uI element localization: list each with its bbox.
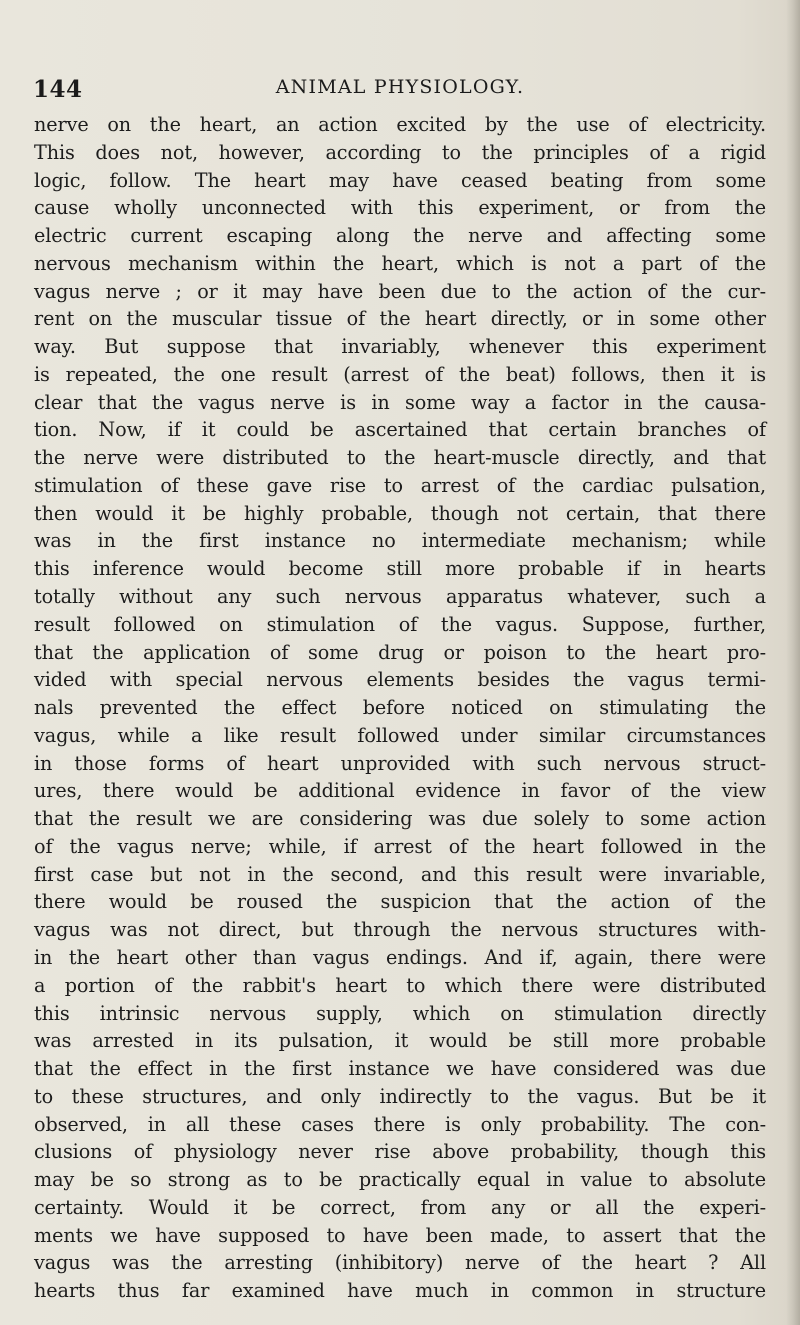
body-text	[34, 111, 766, 1305]
text-line: was in the first instance no intermediate mechanism; while	[34, 529, 766, 553]
text-line: ures, there would be additional evidence in favor of the view	[34, 779, 766, 803]
text-line: observed, in all these cases there is only probability. The con-	[34, 1112, 766, 1136]
text-line: nervous mechanism within the heart, which is not a part of the	[34, 251, 766, 275]
text-line: then would it be highly probable, though not certain, that there	[34, 501, 766, 525]
running-head: ANIMAL PHYSIOLOGY.	[275, 76, 525, 98]
text-line: certainty. Would it be correct, from any or all the experi-	[34, 1195, 766, 1219]
text-line: way. But suppose that invariably, whenever this experiment	[34, 335, 766, 359]
text-line: nerve on the heart, an action excited by the use of electricity.	[34, 113, 766, 136]
text-line: that the effect in the first instance we have considered was due	[34, 1057, 766, 1081]
text-line: a portion of the rabbit's heart to which there were distributed	[34, 973, 766, 997]
text-line: that the result we are considering was due solely to some action	[34, 807, 766, 831]
text-line: vagus was the arresting (inhibitory) nerve of the heart ? All	[34, 1251, 766, 1275]
text-line: stimulation of these gave rise to arrest of the cardiac pulsation,	[34, 473, 766, 497]
text-line: totally without any such nervous apparatus whatever, such a	[34, 585, 766, 609]
text-line: cause wholly unconnected with this experiment, or from the	[34, 196, 766, 220]
text-line: electric current escaping along the nerve and affecting some	[34, 224, 766, 248]
text-line: was arrested in its pulsation, it would be still more probable	[34, 1029, 766, 1053]
text-line: tion. Now, if it could be ascertained that certain branches of	[34, 418, 766, 442]
text-line: in the heart other than vagus endings. And if, again, there were	[34, 945, 766, 969]
text-line: vagus nerve ; or it may have been due to the action of the cur-	[34, 279, 766, 303]
text-line: result followed on stimulation of the vagus. Suppose, further,	[34, 612, 766, 636]
text-line: clusions of physiology never rise above probability, though this	[34, 1140, 766, 1164]
page-edge-shadow	[786, 0, 800, 1325]
text-line: vagus was not direct, but through the nervous structures with-	[34, 918, 766, 942]
text-line: this inference would become still more probable if in hearts	[34, 557, 766, 581]
text-line: in those forms of heart unprovided with such nervous struct-	[34, 751, 766, 775]
text-line: there would be roused the suspicion that the action of the	[34, 890, 766, 914]
page-header	[30, 70, 770, 110]
text-line: nals prevented the effect before noticed on stimulating the	[34, 696, 766, 720]
text-line: vided with special nervous elements besides the vagus termi-	[34, 668, 766, 692]
text-line: clear that the vagus nerve is in some way a factor in the causa-	[34, 390, 766, 414]
text-line: This does not, however, according to the principles of a rigid	[34, 140, 766, 164]
text-line: rent on the muscular tissue of the heart directly, or in some other	[34, 307, 766, 331]
text-line: may be so strong as to be practically equal in value to absolute	[34, 1168, 766, 1192]
text-line: ments we have supposed to have been made, to assert that the	[34, 1223, 766, 1247]
text-line: vagus, while a like result followed under similar circumstances	[34, 723, 766, 747]
text-line: this intrinsic nervous supply, which on stimulation directly	[34, 1001, 766, 1025]
text-line: to these structures, and only indirectly to the vagus. But be it	[34, 1084, 766, 1108]
page-number: 144	[33, 76, 83, 103]
text-line: of the vagus nerve; while, if arrest of the heart followed in the	[34, 834, 766, 858]
text-line: first case but not in the second, and this result were invariable,	[34, 862, 766, 886]
text-line: logic, follow. The heart may have ceased beating from some	[34, 168, 766, 192]
text-line: that the application of some drug or poison to the heart pro-	[34, 640, 766, 664]
text-line: hearts thus far examined have much in common in structure	[34, 1279, 766, 1303]
text-line: is repeated, the one result (arrest of the beat) follows, then it is	[34, 362, 766, 386]
text-line: the nerve were distributed to the heart-muscle directly, and that	[34, 446, 766, 470]
